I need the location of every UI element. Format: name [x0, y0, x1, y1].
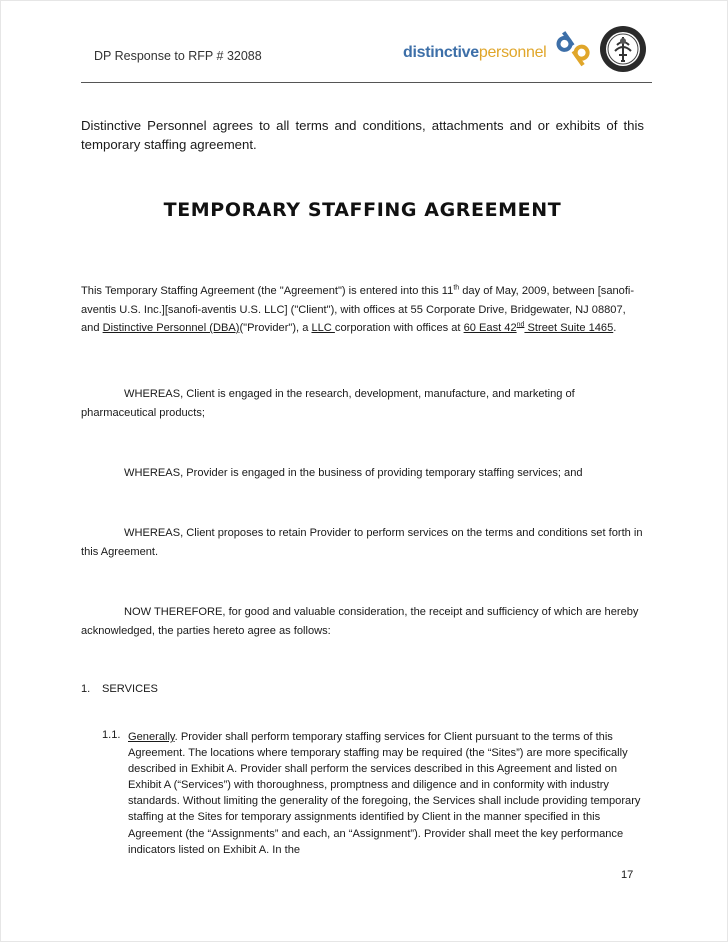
whereas-clause-3: [81, 524, 644, 561]
agreement-date-suffix: th: [453, 284, 460, 292]
provider-name: Distinctive Personnel (DBA): [102, 322, 240, 334]
agreement-text-9: .: [613, 322, 617, 334]
document-page: [1, 1, 727, 941]
whereas-clause-2-text: WHEREAS, Provider is engaged in the business of providing temporary staffing services; and: [124, 467, 583, 479]
whereas-clause-1-text: WHEREAS, Client is engaged in the research, development, manufacture, and marketing of pharmaceutical products;: [81, 388, 575, 419]
section-1-1-body: [128, 729, 644, 858]
intro-paragraph: Distinctive Personnel agrees to all terms and conditions, attachments and or exhibits of this temporary staffing agreement.: [81, 118, 644, 152]
provider-address-1: 60 East 42: [463, 322, 517, 334]
now-therefore-clause: [81, 603, 644, 640]
provider-entity-type: LLC: [311, 322, 335, 334]
page-number: 17: [621, 869, 634, 881]
whereas-clause-1: [81, 385, 644, 422]
logo-wordmark-part1: distinctive: [403, 44, 479, 61]
agreement-text-4: ("Provider"), a: [239, 322, 312, 334]
section-1-1-number: 1.1.: [102, 729, 121, 741]
header-divider: [81, 82, 652, 83]
agreement-text-1: This Temporary Staffing Agreement (the "Agreement") is entered into this 11: [81, 285, 454, 297]
whereas-clause-3-text: WHEREAS, Client proposes to retain Provider to perform services on the terms and conditions set forth in this Agreement.: [81, 527, 643, 558]
logo-wordmark-part2: personnel: [478, 44, 547, 61]
document-title: TEMPORARY STAFFING AGREEMENT: [163, 199, 562, 221]
provider-address-suffix: nd: [516, 321, 525, 329]
section-1-1-heading: Generally: [128, 731, 175, 743]
corporate-seal-icon: [599, 25, 647, 73]
agreement-paragraph: [81, 282, 644, 338]
section-1-number: 1.: [81, 683, 91, 695]
now-therefore-text: NOW THEREFORE, for good and valuable consideration, the receipt and sufficiency of which are hereby acknowledged, the parties hereto agree as follows:: [81, 606, 639, 637]
whereas-clause-2: [81, 464, 644, 483]
agreement-text-2: day of May, 2009, between [sanofi-aventis U.S. Inc.][sanofi-aventis U.S. LLC] ("Client"), with offices at 55 Corporate Drive, Bridgewater, NJ 08807, and: [81, 285, 635, 334]
provider-address-2: Street Suite 1465: [524, 322, 614, 334]
company-logo-wordmark: [403, 44, 546, 62]
section-1-heading: SERVICES: [102, 683, 158, 695]
dp-logo-mark-icon: [555, 23, 593, 71]
section-1-1-text: . Provider shall perform temporary staffing services for Client pursuant to the terms of this Agreement. The locations where temporary staffing may be required (the “Sites”) are more specifically described in Exhibit A. Provider shall perform the services described in this Agreement and listed on Exhibit A (“Services”) with thoroughness, promptness and diligence and in conformity with industry standards. Without limiting the generality of the foregoing, the Services shall include providing temporary staffing at the Sites for temporary assignments identified by Client in the manner specified in this Agreement (the “Assignments” and each, an “Assignment”). Provider shall meet the key performance indicators listed on Exhibit A. In the: [128, 731, 641, 856]
agreement-text-6: corporation with offices at: [334, 322, 464, 334]
header-rfp-reference: DP Response to RFP # 32088: [94, 49, 262, 63]
